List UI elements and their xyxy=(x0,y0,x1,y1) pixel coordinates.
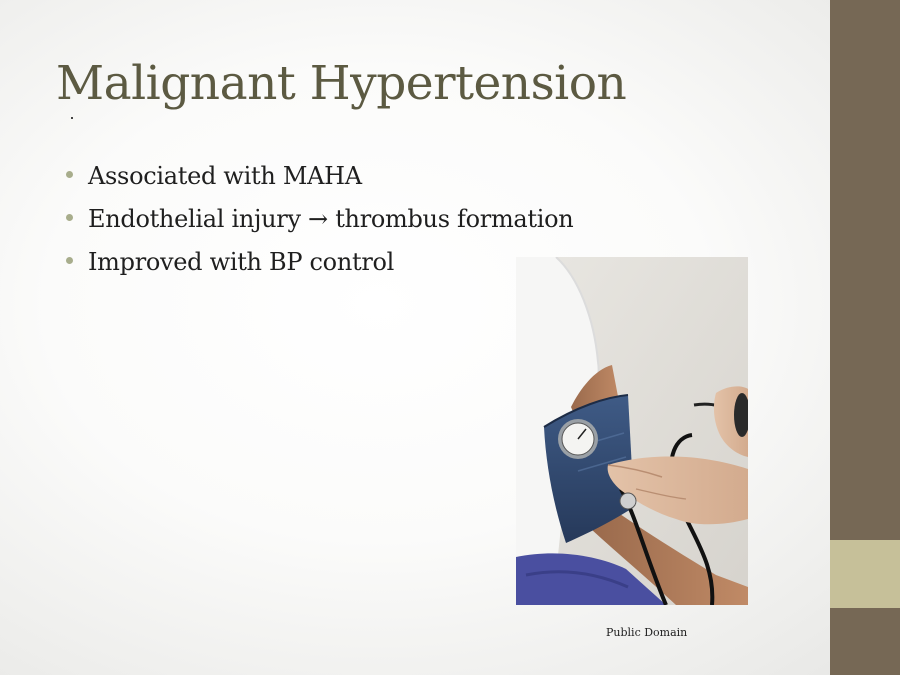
slide-title: Malignant Hypertension xyxy=(56,56,627,111)
stray-dot xyxy=(71,117,73,119)
bullet-item xyxy=(66,248,573,291)
bullet-text: Improved with BP control xyxy=(88,248,395,276)
blood-pressure-photo xyxy=(516,257,748,605)
bullet-dot-icon xyxy=(66,257,73,264)
bullet-item xyxy=(66,205,573,248)
bullet-item xyxy=(66,162,573,205)
bullet-text: Associated with MAHA xyxy=(88,162,362,190)
bullet-list xyxy=(66,162,573,291)
bullet-text: Endothelial injury → thrombus formation xyxy=(88,205,574,233)
image-credit: Public Domain xyxy=(606,626,688,639)
sidebar-accent-block xyxy=(830,540,900,608)
bullet-dot-icon xyxy=(66,171,73,178)
bullet-dot-icon xyxy=(66,214,73,221)
